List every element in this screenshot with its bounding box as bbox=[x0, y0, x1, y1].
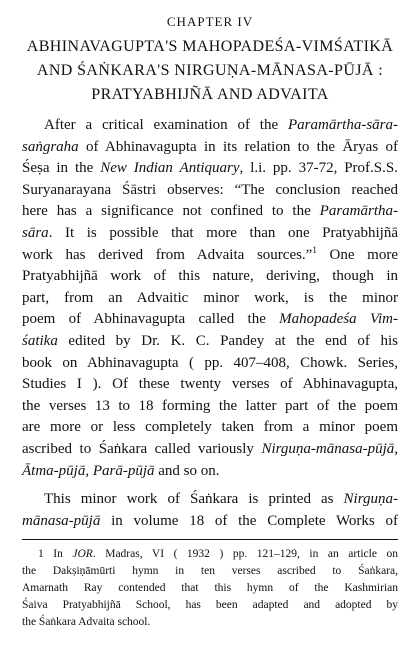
text-run: . It is possible that more than one Pratyabhijñā bbox=[48, 224, 398, 241]
body-line bbox=[22, 137, 398, 159]
body-line bbox=[22, 266, 398, 288]
text-run: , l.i. pp. 37-72, Prof.S.S. bbox=[239, 160, 398, 177]
footnote-line bbox=[22, 546, 398, 563]
body-text bbox=[22, 115, 398, 532]
italic-text: saṅgraha bbox=[22, 138, 79, 155]
chapter-title bbox=[22, 35, 398, 107]
text-run: One more bbox=[316, 246, 399, 263]
body-line bbox=[22, 489, 398, 511]
text-run: of Abhinavagupta in its relation to the Āryas of bbox=[78, 138, 398, 155]
body-line bbox=[22, 309, 398, 331]
body-line bbox=[22, 511, 398, 533]
text-run: are more or less completely taken from a minor poem bbox=[22, 419, 398, 436]
page bbox=[0, 14, 416, 652]
text-run: here has a significance not confined to the bbox=[22, 203, 320, 220]
italic-text: Paramārtha- bbox=[319, 203, 398, 220]
text-run: the Śaṅkara Advaita school. bbox=[22, 616, 151, 629]
italic-text: sāra bbox=[22, 224, 49, 241]
title-line: ABHINAVAGUPTA'S MAHOPADEŚA-VIMŚATIKĀ bbox=[26, 38, 394, 55]
text-run: poem of Abhinavagupta called the bbox=[22, 311, 280, 328]
footnote-marker[interactable]: 1 bbox=[312, 244, 317, 255]
text-run: . Madras, VI ( 1932 ) pp. 121–129, in an article on bbox=[92, 548, 398, 561]
text-run: Studies I ). Of these twenty verses of Abhinavagupta, bbox=[22, 376, 398, 393]
text-run: work has derived from Advaita sources.” bbox=[22, 246, 313, 263]
italic-text: Nirguṇa- bbox=[343, 491, 398, 508]
italic-text: Mahopadeśa Vim- bbox=[279, 311, 398, 328]
body-line bbox=[22, 374, 398, 396]
body-line bbox=[22, 201, 398, 223]
italic-text: mānasa-pūjā bbox=[22, 512, 101, 529]
italic-text: śatika bbox=[22, 332, 58, 349]
body-line bbox=[22, 180, 398, 202]
text-run: 1 In bbox=[38, 548, 73, 561]
text-run: This minor work of Śaṅkara is printed as bbox=[44, 491, 344, 508]
body-line bbox=[22, 417, 398, 439]
text-run: ascribed to Śaṅkara called variously bbox=[22, 440, 262, 457]
footnote-line bbox=[22, 580, 398, 597]
footnote-line bbox=[22, 563, 398, 580]
body-line bbox=[22, 396, 398, 418]
text-run: After a critical examination of the bbox=[44, 117, 288, 133]
body-line bbox=[22, 115, 398, 137]
text-run: Suryanarayana Śāstri observes: “The conclusion reached bbox=[22, 181, 398, 198]
text-run: edited by Dr. K. C. Pandey at the end of his bbox=[57, 332, 398, 349]
footnote-line bbox=[22, 597, 398, 614]
text-run: Śeṣa in the bbox=[22, 160, 101, 177]
footnote bbox=[22, 546, 398, 631]
text-run: in volume 18 of the Complete Works of bbox=[100, 512, 398, 529]
body-line bbox=[22, 158, 398, 180]
body-line bbox=[22, 353, 398, 375]
footnote-divider bbox=[22, 539, 398, 540]
italic-text: Ātma-pūjā, Parā-pūjā bbox=[22, 462, 155, 479]
text-run: the Dakṣiṇāmūrti hymn in ten verses ascribed to Śaṅkara, bbox=[22, 565, 398, 578]
body-line bbox=[22, 245, 398, 267]
title-line: AND ŚAṄKARA'S NIRGUṆA-MĀNASA-PŪJĀ : bbox=[36, 62, 384, 79]
italic-text: JOR bbox=[72, 548, 93, 561]
footnote-line bbox=[22, 614, 398, 631]
italic-text: Nirguṇa-mānasa-pūjā, bbox=[261, 440, 398, 457]
body-line bbox=[22, 331, 398, 353]
text-run: Pratyabhijñā work of this nature, deriving, though in bbox=[22, 268, 398, 285]
italic-text: New Indian Antiquary bbox=[100, 160, 240, 177]
body-line bbox=[22, 288, 398, 310]
text-run: Śaiva Pratyabhijñā School, has been adapted and adopted by bbox=[22, 599, 398, 612]
chapter-heading: CHAPTER IV bbox=[166, 14, 254, 29]
text-run: Amarnath Ray contended that this hymn of the Kashmirian bbox=[22, 582, 398, 595]
body-line bbox=[22, 439, 398, 461]
body-line bbox=[22, 461, 398, 483]
text-run: and so on. bbox=[154, 462, 220, 479]
text-run: the verses 13 to 18 forming the latter part of the poem bbox=[22, 397, 398, 414]
body-line bbox=[22, 223, 398, 245]
text-run: part, from an Advaitic minor work, is the minor bbox=[22, 289, 398, 306]
text-run: book on Abhinavagupta ( pp. 407–408, Chowk. Series, bbox=[22, 354, 398, 371]
italic-text: Paramārtha-sāra- bbox=[287, 117, 398, 133]
title-line: PRATYABHIJÑĀ AND ADVAITA bbox=[91, 86, 329, 103]
